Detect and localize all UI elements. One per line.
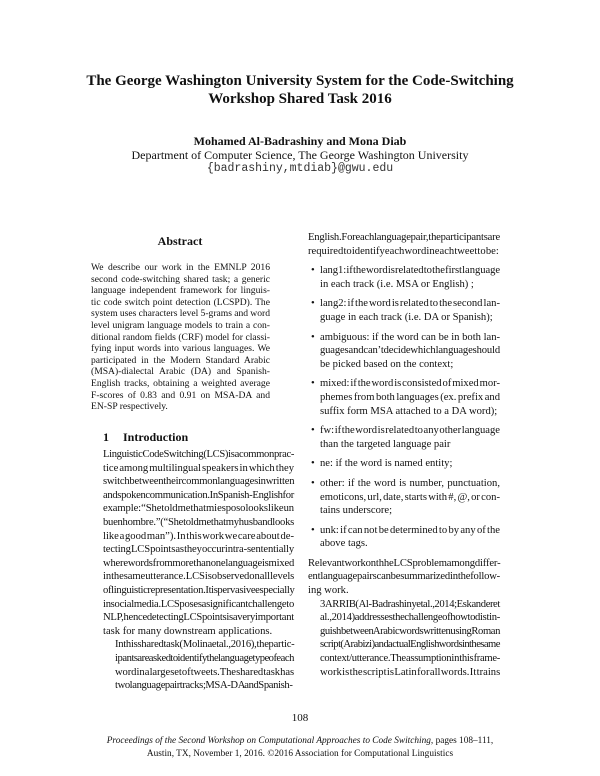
- text-line: in each track (i.e. MSA or English) ;: [320, 278, 474, 290]
- bullet-icon: •: [311, 265, 315, 277]
- text-line: second code-switching shared task; a generic: [91, 273, 270, 285]
- text-line: of linguistic representation. It is pervasive especially: [103, 584, 295, 596]
- tag-list: [308, 264, 500, 551]
- text-line: switch between their common languages in written: [103, 476, 295, 488]
- email[interactable]: {badrashiny,mtdiab}@gwu.edu: [206, 162, 394, 175]
- bullet-icon: •: [311, 298, 315, 310]
- bullet-icon: •: [311, 378, 315, 390]
- text-line: In this shared task(Molina et al., 2016), the partic-: [115, 639, 295, 651]
- list-item: [308, 377, 500, 418]
- right-column: [308, 231, 500, 679]
- paragraph: [103, 638, 294, 692]
- text-line: mixed: if the word is consisted of mixed mor-: [320, 378, 500, 390]
- text-line: ditional random fields (CRF) model for classi-: [91, 331, 270, 343]
- text-line: F-scores of 0.83 and 0.91 on MSA-DA and: [91, 389, 270, 401]
- list-item: [308, 331, 500, 372]
- bullet-icon: •: [311, 477, 315, 489]
- text-line: context/utterance. The assumption in this frame-: [320, 653, 500, 665]
- paragraph: [308, 557, 500, 598]
- text-line: ambiguous: if the word can be in both lan-: [320, 331, 501, 343]
- footer-pages: pages 108–111,: [435, 736, 494, 746]
- bullet-icon: •: [311, 425, 315, 437]
- text-line: fw: if the word is related to any other language: [320, 425, 500, 437]
- list-item: [308, 457, 500, 471]
- text-line: work is the script is Latin for all words. It trains: [320, 666, 501, 678]
- text-line: guish between Arabic words written using Roman: [320, 625, 500, 637]
- text-line: script (Arabizi) and actual English words in the same: [320, 639, 500, 651]
- text-line: phemes from both languages (ex. prefix and: [320, 391, 500, 403]
- text-line: than the targeted language pair: [320, 438, 451, 450]
- text-line: tains underscore;: [320, 505, 393, 517]
- abstract-body: [91, 262, 270, 413]
- list-item: [308, 424, 500, 451]
- text-line: Relevant work on thhe LCS problem among differ-: [308, 557, 501, 569]
- bullet-icon: •: [311, 331, 315, 343]
- list-item: [308, 297, 500, 324]
- paper-title: [0, 72, 600, 108]
- text-line: guages and can’t decide which language should: [320, 345, 500, 357]
- bullet-icon: •: [311, 524, 315, 536]
- text-line: tecting LCS points as they occur intra-sententially: [103, 544, 294, 556]
- text-line: other: if the word is number, punctuation,: [320, 477, 500, 489]
- text-line: We describe our work in the EMNLP 2016: [91, 262, 270, 273]
- text-line: in social media. LCS poses a significant challenge to: [103, 598, 294, 610]
- text-line: be picked based on the context;: [320, 358, 454, 370]
- page-number: 108: [291, 712, 309, 724]
- text-line: English. For each language pair, the participants are: [308, 232, 500, 243]
- text-line: and spoken communication. In Spanish-English for: [103, 489, 294, 501]
- text-line: unk: if can not be determined to by any of the: [320, 524, 500, 536]
- paragraph: [103, 448, 294, 638]
- footer: [0, 735, 600, 761]
- text-line: above tags.: [320, 538, 368, 550]
- footer-copyright: Austin, TX, November 1, 2016. ©2016 Association for Computational Linguistics: [146, 749, 454, 759]
- text-line: participated in the Modern Standard Arabic: [91, 354, 270, 366]
- text-line: Linguistic Code Switching (LCS) is a common prac-: [103, 449, 294, 460]
- text-line: required to identify each word in each tweet to be:: [308, 245, 499, 257]
- text-line: lang2: if the word is related to the second lan-: [320, 298, 500, 310]
- text-line: where words from more than one language is mixed: [103, 557, 295, 569]
- text-line: buen hombre.” (“She told me that my husband looks: [103, 516, 294, 528]
- authors: Mohamed Al-Badrashiny and Mona Diab: [193, 134, 407, 148]
- text-line: English tracks, obtaining a weighted average: [91, 377, 270, 389]
- affiliation: Department of Computer Science, The George Washington University: [131, 148, 469, 162]
- text-line: al., 2014) addresses the challenge of how to distin-: [320, 612, 500, 624]
- list-item: [308, 264, 500, 291]
- text-line: two language pair tracks; MSA-DA and Spanish-: [115, 680, 293, 692]
- text-line: like a good man”). In this work we care about de-: [103, 530, 294, 542]
- text-line: lang1: if the word is related to the first language: [320, 265, 500, 277]
- text-line: tic code switch point detection (LCSPD). The: [91, 296, 270, 308]
- paragraph: [308, 598, 500, 680]
- bullet-icon: •: [311, 458, 315, 470]
- text-line: task for many downstream applications.: [103, 625, 273, 637]
- text-line: in the same utterance. LCS is observed on all levels: [103, 571, 295, 583]
- section-title: Introduction: [123, 430, 189, 444]
- list-item: [308, 524, 500, 551]
- text-line: 3ARRIB (Al-Badrashiny et al., 2014; Eskander et: [320, 598, 500, 610]
- left-column: [103, 448, 294, 693]
- text-line: language independent framework for linguis-: [91, 285, 270, 297]
- text-line: example: “She told me that mi esposo looks like un: [103, 503, 294, 515]
- text-line: ipants are asked to identify the language type of each: [115, 652, 294, 664]
- text-line: (MSA)-dialectal Arabic (DA) and Spanish-: [91, 366, 270, 378]
- text-line: EN-SP respectively.: [91, 401, 168, 413]
- footer-venue: Proceedings of the Second Workshop on Computational Approaches to Code Switching,: [106, 736, 434, 746]
- text-line: NLP, hence detecting LCS points is a very important: [103, 612, 294, 624]
- text-line: fying input words into various languages. We: [91, 343, 270, 355]
- text-line: word in a large set of tweets. The shared task has: [115, 666, 294, 678]
- text-line: level unigram language models to train a con-: [91, 319, 270, 331]
- paragraph: [308, 231, 500, 258]
- text-line: tice among multilingual speakers in which they: [103, 462, 294, 474]
- text-line: system uses characters level 5-grams and word: [91, 308, 270, 320]
- text-line: guage in each track (i.e. DA or Spanish);: [320, 311, 493, 323]
- text-line: ent language pairs can be summarized in the follow-: [308, 571, 500, 583]
- abstract-heading: Abstract: [157, 234, 203, 248]
- title-line: Workshop Shared Task 2016: [208, 91, 392, 107]
- title-line: The George Washington University System for the Code-Switching: [86, 73, 514, 89]
- text-line: emoticons, url, date, starts with #, @, or con-: [320, 491, 500, 503]
- text-line: ne: if the word is named entity;: [320, 458, 453, 470]
- text-line: suffix form MSA attached to a DA word);: [320, 405, 498, 417]
- section-heading-introduction: [103, 430, 188, 445]
- section-number: 1: [103, 430, 109, 444]
- list-item: [308, 477, 500, 518]
- text-line: ing work.: [308, 585, 349, 597]
